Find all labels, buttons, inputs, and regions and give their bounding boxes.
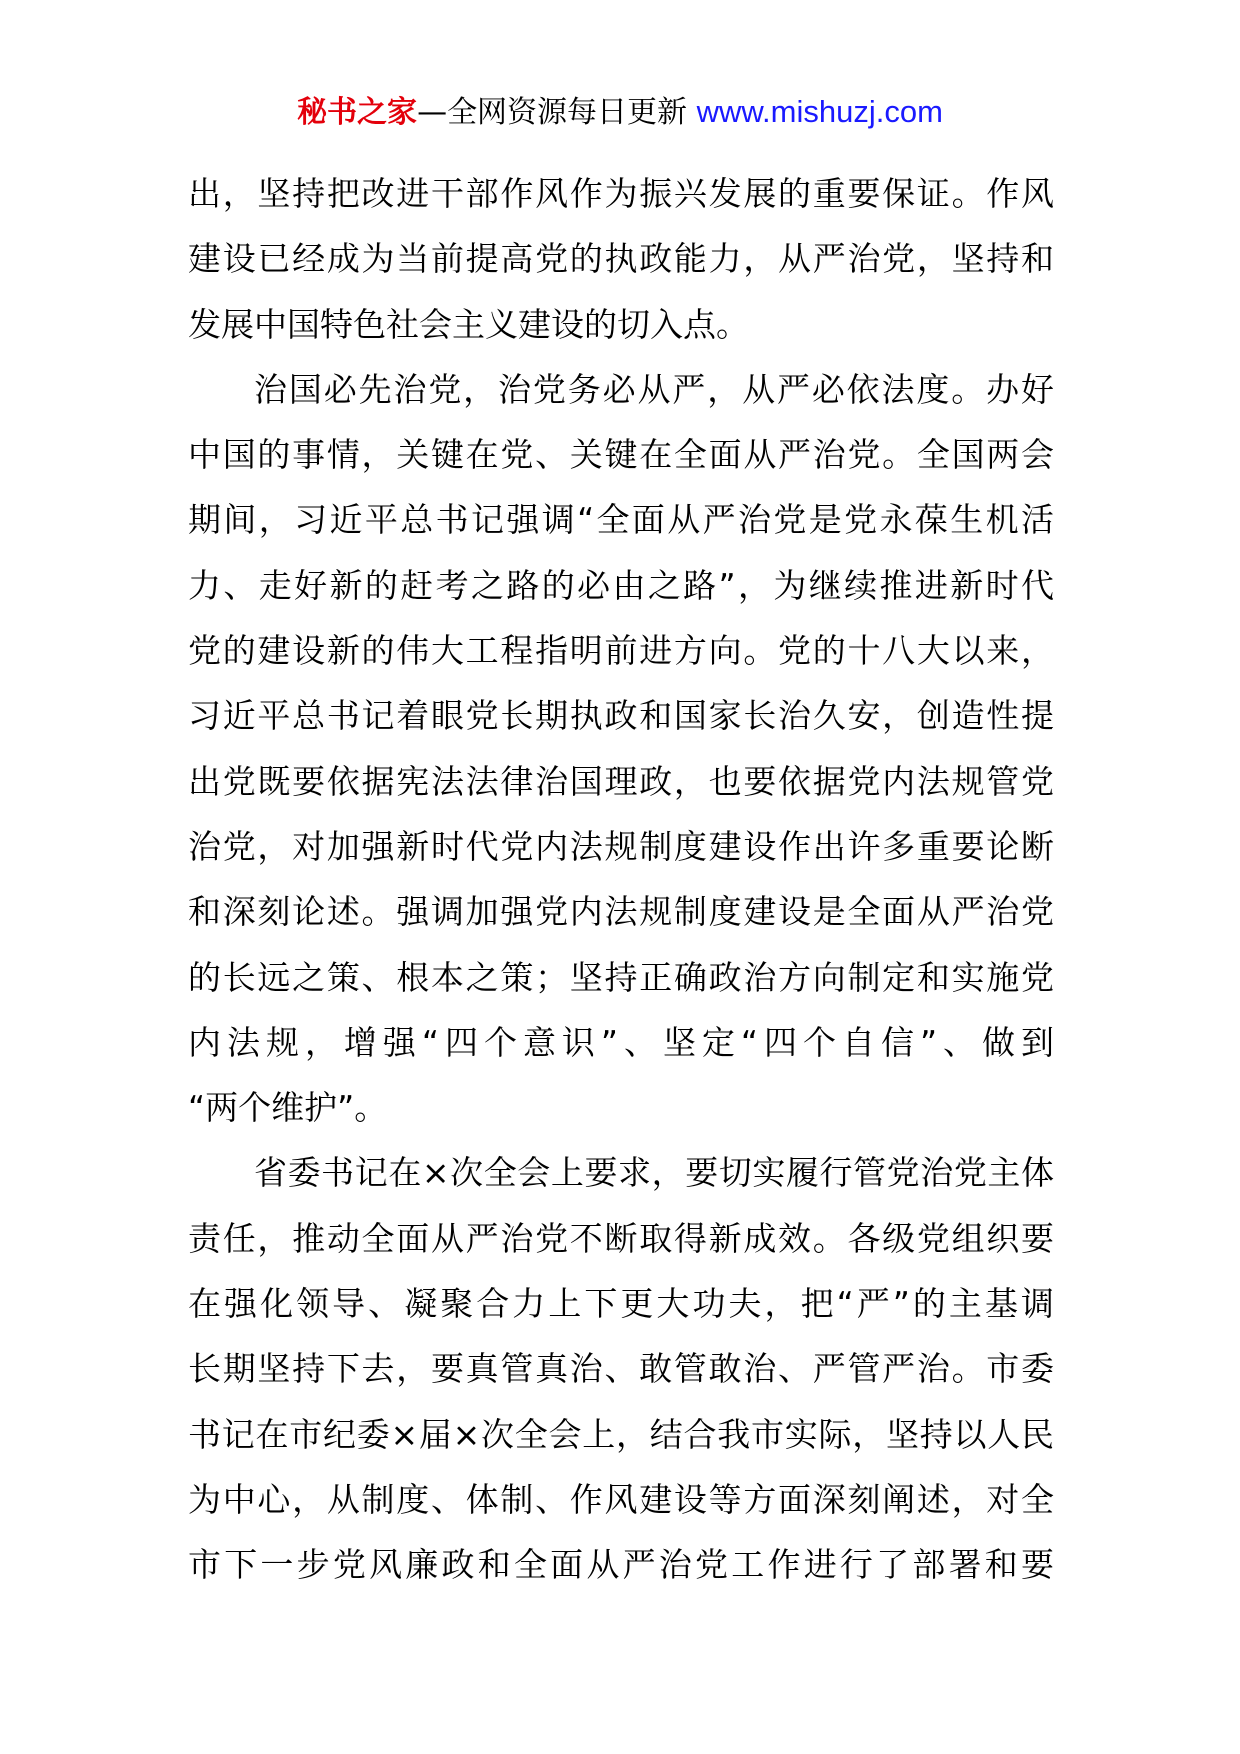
- site-header: [0, 92, 1240, 133]
- header-tagline: —全网资源每日更新: [417, 95, 697, 130]
- site-url-link[interactable]: www.mishuzj.com: [696, 94, 943, 129]
- text-line: “两个维护”。: [188, 1088, 388, 1128]
- text-line: 建设已经成为当前提高党的执政能力，从严治党，坚持和: [188, 239, 1054, 279]
- paragraph-first-line: 省委书记在×次全会上要求，要切实履行管党治党主体: [254, 1153, 1054, 1193]
- text-line: 和深刻论述。强调加强党内法规制度建设是全面从严治党: [188, 892, 1054, 932]
- text-line: 长期坚持下去，要真管真治、敢管敢治、严管严治。市委: [188, 1349, 1054, 1389]
- text-line: 发展中国特色社会主义建设的切入点。: [188, 304, 749, 344]
- text-line: 在强化领导、凝聚合力上下更大功夫，把“严”的主基调: [188, 1284, 1054, 1324]
- text-line: 习近平总书记着眼党长期执政和国家长治久安，创造性提: [188, 696, 1054, 736]
- brand-name: 秘书之家: [297, 95, 418, 130]
- text-line: 责任，推动全面从严治党不断取得新成效。各级党组织要: [188, 1218, 1054, 1258]
- document-body: [188, 161, 1054, 1598]
- paragraph-first-line: 治国必先治党，治党务必从严，从严必依法度。办好: [254, 369, 1054, 409]
- text-line: 市下一步党风廉政和全面从严治党工作进行了部署和要: [188, 1545, 1054, 1585]
- text-line: 内法规，增强“四个意识”、坚定“四个自信”、做到: [188, 1022, 1054, 1062]
- text-line: 期间，习近平总书记强调“全面从严治党是党永葆生机活: [188, 500, 1054, 540]
- text-line: 出，坚持把改进干部作风作为振兴发展的重要保证。作风: [188, 174, 1054, 213]
- text-line: 中国的事情，关键在党、关键在全面从严治党。全国两会: [188, 435, 1054, 475]
- text-line: 书记在市纪委×届×次全会上，结合我市实际，坚持以人民: [188, 1414, 1054, 1454]
- text-line: 力、走好新的赶考之路的必由之路”，为继续推进新时代: [188, 565, 1054, 605]
- text-line: 党的建设新的伟大工程指明前进方向。党的十八大以来，: [188, 631, 1054, 671]
- text-line: 为中心，从制度、体制、作风建设等方面深刻阐述，对全: [188, 1479, 1054, 1519]
- text-line: 出党既要依据宪法法律治国理政，也要依据党内法规管党: [188, 761, 1054, 801]
- text-line: 治党，对加强新时代党内法规制度建设作出许多重要论断: [188, 826, 1054, 866]
- text-line: 的长远之策、根本之策；坚持正确政治方向制定和实施党: [188, 957, 1054, 997]
